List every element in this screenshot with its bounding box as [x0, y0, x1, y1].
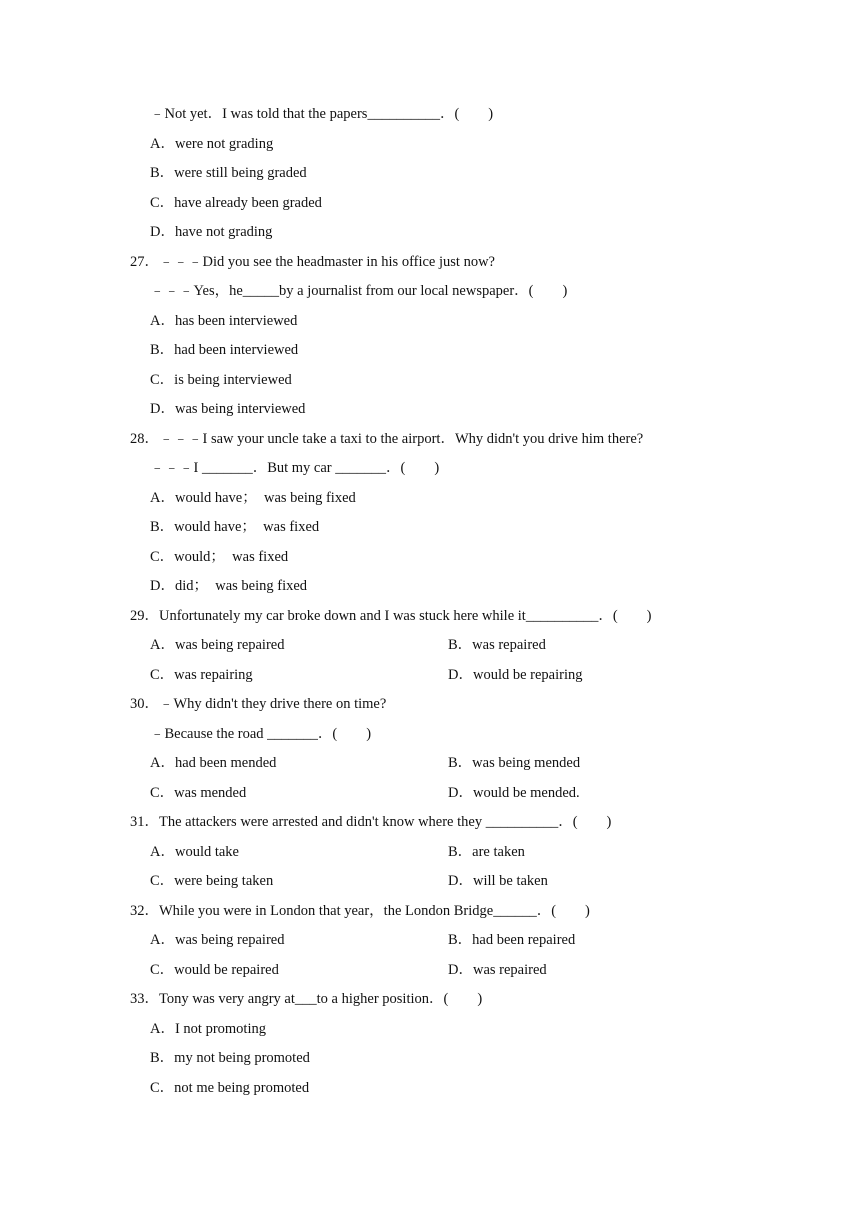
q29-option-c: C．was repairing: [150, 667, 253, 683]
q26-option-c: C．have already been graded: [150, 195, 322, 211]
q29-option-a: A．was being repaired: [150, 637, 285, 653]
q29-option-d: D．would be repairing: [448, 667, 583, 683]
q31-option-b: B．are taken: [448, 844, 525, 860]
q27-option-b: B．had been interviewed: [150, 342, 299, 358]
q27-option-a: A．has been interviewed: [150, 313, 298, 329]
q28-option-b: B．would have； was fixed: [150, 519, 320, 535]
q30-option-d: D．would be mended.: [448, 785, 580, 801]
q27-option-c: C．is being interviewed: [150, 372, 292, 388]
q28-stem: 28．﹣﹣﹣I saw your uncle take a taxi to the airport．Why didn't you drive him there?: [130, 431, 644, 447]
q33-option-a: A．I not promoting: [150, 1021, 266, 1037]
q28-option-c: C．would； was fixed: [150, 549, 289, 565]
q30-option-b: B．was being mended: [448, 755, 581, 771]
q31-option-a: A．would take: [150, 844, 239, 860]
q26-reply: ﹣Not yet．I was told that the papers__________．( ): [150, 106, 494, 122]
q30-stem: 30．﹣Why didn't they drive there on time?: [130, 696, 387, 712]
q26-option-b: B．were still being graded: [150, 165, 307, 181]
q30-option-a: A．had been mended: [150, 755, 277, 771]
q31-option-c: C．were being taken: [150, 873, 274, 889]
q33-option-b: B．my not being promoted: [150, 1050, 310, 1066]
q27-option-d: D．was being interviewed: [150, 401, 306, 417]
q33-stem: 33．Tony was very angry at___to a higher position．( ): [130, 991, 483, 1007]
q32-stem: 32．While you were in London that year，the London Bridge______．( ): [130, 903, 590, 919]
q30-reply: ﹣Because the road _______．( ): [150, 726, 372, 742]
q27-stem: 27．﹣﹣﹣Did you see the headmaster in his office just now?: [130, 254, 495, 270]
q27-reply: ﹣﹣﹣Yes，he_____by a journalist from our local newspaper．( ): [150, 283, 568, 299]
q32-option-d: D．was repaired: [448, 962, 547, 978]
q28-option-a: A．would have； was being fixed: [150, 490, 356, 506]
q30-option-c: C．was mended: [150, 785, 247, 801]
q26-option-a: A．were not grading: [150, 136, 274, 152]
q28-option-d: D．did； was being fixed: [150, 578, 308, 594]
q31-stem: 31．The attackers were arrested and didn't know where they __________．( ): [130, 814, 612, 830]
q33-option-c: C．not me being promoted: [150, 1080, 310, 1096]
q29-stem: 29．Unfortunately my car broke down and I was stuck here while it__________．( ): [130, 608, 652, 624]
q28-reply: ﹣﹣﹣I _______．But my car _______．( ): [150, 460, 440, 476]
q32-option-c: C．would be repaired: [150, 962, 279, 978]
q31-option-d: D．will be taken: [448, 873, 548, 889]
q26-option-d: D．have not grading: [150, 224, 273, 240]
q32-option-a: A．was being repaired: [150, 932, 285, 948]
q32-option-b: B．had been repaired: [448, 932, 576, 948]
q29-option-b: B．was repaired: [448, 637, 546, 653]
